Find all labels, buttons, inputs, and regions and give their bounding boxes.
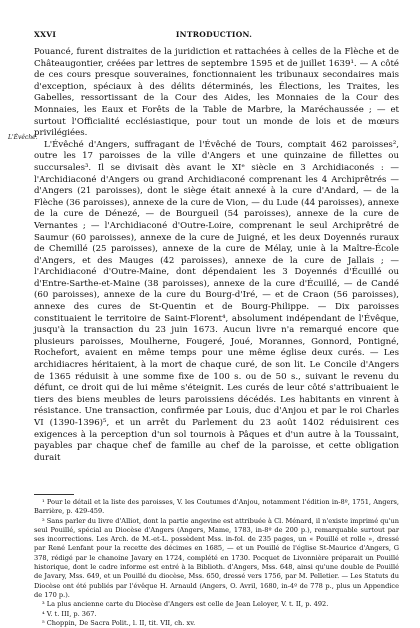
paragraph-2: L'Évêché d'Angers, suffragant de l'Évêché de Tours, comptait 462 paroisses², outre les 17 paroisses de la ville d'Angers et une quinzaine de fillettes ou succursales³. Il se divisait dès avant le XIᵉ siècle en 3 Archidiaconés : — l'Archidiaconé d'Angers ou grand Archidiaconé comprenant les 4 Archiprêtrés — d'Angers (21 paroisses), dont le siège était annexé à la cure d'Andard, — de la Flèche (36 paroisses), annexe de la cure de Vion, — du Lude (44 paroisses), annexe de la cure de Dénezé, — de Bourgueil (54 paroisses), annexe de la cure de Vernantes ; — l'Archidiaconé d'Outre-Loire, comprenant le seul Archiprêtré de Saumur (60 paroisses), annexe de la cure de Juigné, et les deux Doyennés ruraux de Chemillé (25 paroisses), annexe de la cure de Mélay, unie à la Maître-École d'Angers, et des Mauges (42 paroisses), annexe de la cure de Jallais ; — l'Archidiaconé d'Outre-Maine, dont dépendaient les 3 Doyennés d'Écuillé ou d'Entre-Sarthe-et-Maine (38 paroisses), annexe de la cure d'Écuillé, — de Candé (60 paroisses), annexe de la cure du Bourg-d'Iré, — et de Craon (56 paroisses), annexe des cures de St-Quentin et de Bourg-Philippe. — Dix paroisses constituaient le territoire de Saint-Florent⁴, absolument indépendant de l'Évêque, jusqu'à la transaction du 23 juin 1673. Aucun livre n'a remarqué encore que plusieurs paroisses, Moulherne, Fougeré, Joué, Morannes, Gonnord, Pontigné, Rochefort, avaient en même temps pour une même église deux curés. — Les archidiacres héritaient, à la mort de chaque curé, de son lit. Le Concile d'Angers de 1365 réduisit à une somme fixe de 100 s. ou de 50 s., suivant le revenu du défunt, ce droit qui de lui même s'éteignit. Les curés de leur côté s'attribuaient le tiers des biens meubles de leurs paroissiens décédés. Les habitants en vinrent à résistance. Une transaction, confirmée par Louis, duc d'Anjou et par le roi Charles VI (1390-1396)⁵, et un arrêt du Parlement du 23 août 1402 réduisirent ces exigences à la perception d'un sol tournois à Pâques et d'un autre à la Toussaint, payables par chaque chef de famille au chef de la paroisse, et cette obligation durait [34, 139, 399, 463]
footnote: ⁴ V. t. III, p. 367. [42, 609, 97, 618]
paragraph-1: Pouancé, furent distraites de la juridiction et rattachées à celles de la Flèche et de Châteaugontier, créées par lettres de septembre 1595 et de juillet 1639¹. — A côté de ces cours presque souveraines, fonctionnaient les tribunaux secondaires mais d'exception, spéciaux à des délits déterminés, les Élections, les Traites, les Gabelles, ressortissant de la Cour des Aides, les Monnaies de la Cour des Monnaies, les Eaux et Forêts de la Table de Marbre, la Maréchaussée ; — et surtout l'Officialité ecclésiastique, pour tout un monde de lois et de mœurs privilégiées. [34, 47, 399, 139]
footnote: ¹ Pour le détail et la liste des paroisses, V. les Coutumes d'Anjou, notamment l'édition in-8º, 1751, Angers, Barrière, p. 429-459. [34, 498, 399, 516]
running-header [34, 30, 394, 42]
footnote: ⁵ Choppin, De Sacra Polit., l. II, tit. VII, ch. xv. [42, 618, 196, 627]
footnote: ³ La plus ancienne carte du Diocèse d'Angers est celle de Jean Leloyer, V. t. II, p. 492. [42, 600, 329, 609]
main-text [34, 47, 399, 464]
page-number: XXVI [34, 30, 57, 39]
page-title: INTRODUCTION. [175, 30, 253, 39]
footnotes [34, 498, 399, 628]
footnote: ² Sans parler du livre d'Alliot, dont la partie angevine est attribuée à Cl. Ménard, il n'existe imprimé qu'un seul Pouillé, spécial au Diocèse d'Angers (Angers, Mame, 1783, in-8º de 200 p.), remarquable surtout par ses incorrections. Les Arch. de M.-et-L. possèdent Mss. in-fol. de 235 pages, un « Pouillé et rolle », dressé par René Lenfant pour la recette des décimes en 1685, — et un Pouillé de l'église St-Maurice d'Angers, G 378, rédigé par le chanoine Javary en 1724, complété en 1730. Pocquet de Livonnière préparait un Pouillé historique, dont le cadre informe est entré à la Biblioth. d'Angers, Mss. 648, ainsi qu'une double de Pouillé de Javary, Mss. 649, et un Pouillé du diocèse, Mss. 650, dressé vers 1756, par M. Pelletier. — Les Statuts du Diocèse ont été publiés par l'évêque H. Arnauld (Angers, O. Avril, 1680, in-4º de 778 p., plus un Appendice de 170 p.). [34, 516, 399, 599]
margin-note: L'Évêché. [8, 134, 38, 141]
footnote-rule [34, 494, 74, 495]
